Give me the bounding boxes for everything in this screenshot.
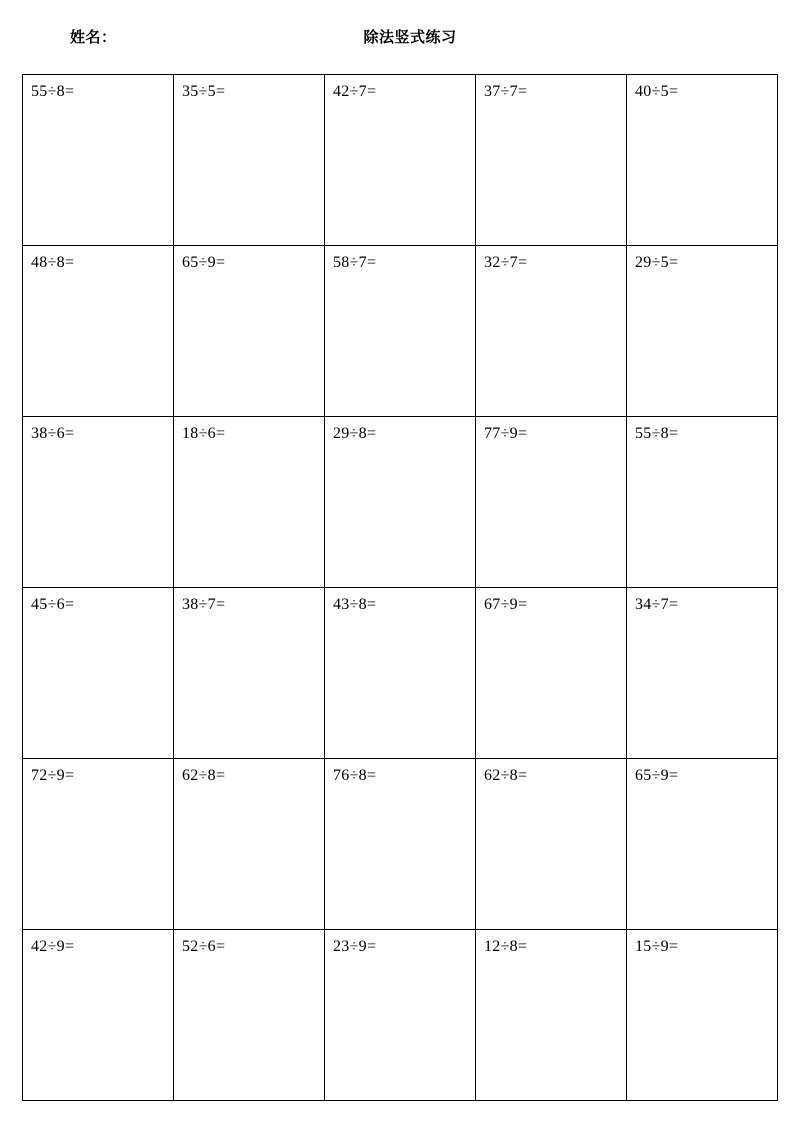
problem-cell: 42÷7= — [325, 75, 476, 108]
problem-cell: 29÷5= — [627, 246, 778, 279]
problem-cell: 76÷8= — [325, 759, 476, 792]
problem-cell: 65÷9= — [174, 246, 325, 279]
work-area[interactable] — [325, 450, 476, 588]
problem-cell: 38÷7= — [174, 588, 325, 621]
problem-cell: 40÷5= — [627, 75, 778, 108]
problem-cell: 48÷8= — [23, 246, 174, 279]
problem-cell: 67÷9= — [476, 588, 627, 621]
work-area[interactable] — [476, 963, 627, 1101]
work-area[interactable] — [174, 450, 325, 588]
problem-cell: 15÷9= — [627, 930, 778, 963]
work-area[interactable] — [23, 279, 174, 417]
table-row — [23, 759, 778, 792]
table-row — [23, 930, 778, 963]
work-area[interactable] — [23, 963, 174, 1101]
problem-cell: 18÷6= — [174, 417, 325, 450]
work-area[interactable] — [627, 792, 778, 930]
work-area[interactable] — [325, 279, 476, 417]
problem-cell: 55÷8= — [23, 75, 174, 108]
work-area[interactable] — [627, 450, 778, 588]
work-area[interactable] — [174, 279, 325, 417]
problems-table — [22, 74, 778, 1101]
work-area[interactable] — [627, 108, 778, 246]
work-area[interactable] — [174, 621, 325, 759]
problem-cell: 55÷8= — [627, 417, 778, 450]
work-area[interactable] — [476, 279, 627, 417]
work-area[interactable] — [627, 621, 778, 759]
problem-cell: 62÷8= — [476, 759, 627, 792]
work-area[interactable] — [325, 108, 476, 246]
table-row — [23, 246, 778, 279]
name-label: 姓名： — [70, 28, 117, 46]
table-row — [23, 588, 778, 621]
work-row — [23, 963, 778, 1101]
problem-cell: 23÷9= — [325, 930, 476, 963]
problem-cell: 45÷6= — [23, 588, 174, 621]
work-area[interactable] — [174, 108, 325, 246]
work-area[interactable] — [476, 450, 627, 588]
problem-cell: 77÷9= — [476, 417, 627, 450]
work-area[interactable] — [23, 108, 174, 246]
work-area[interactable] — [23, 792, 174, 930]
problem-cell: 32÷7= — [476, 246, 627, 279]
work-area[interactable] — [174, 963, 325, 1101]
problem-cell: 72÷9= — [23, 759, 174, 792]
problem-cell: 52÷6= — [174, 930, 325, 963]
problem-cell: 35÷5= — [174, 75, 325, 108]
problem-cell: 43÷8= — [325, 588, 476, 621]
work-row — [23, 450, 778, 588]
table-row — [23, 417, 778, 450]
problem-cell: 29÷8= — [325, 417, 476, 450]
page-header — [24, 26, 776, 52]
work-area[interactable] — [476, 108, 627, 246]
work-row — [23, 108, 778, 246]
work-area[interactable] — [174, 792, 325, 930]
work-area[interactable] — [627, 279, 778, 417]
work-area[interactable] — [23, 621, 174, 759]
problem-cell: 42÷9= — [23, 930, 174, 963]
problem-cell: 37÷7= — [476, 75, 627, 108]
work-area[interactable] — [627, 963, 778, 1101]
work-area[interactable] — [23, 450, 174, 588]
problem-cell: 65÷9= — [627, 759, 778, 792]
work-row — [23, 621, 778, 759]
work-area[interactable] — [325, 621, 476, 759]
problem-cell: 34÷7= — [627, 588, 778, 621]
table-row — [23, 75, 778, 108]
work-row — [23, 792, 778, 930]
work-row — [23, 279, 778, 417]
work-area[interactable] — [325, 963, 476, 1101]
work-area[interactable] — [476, 621, 627, 759]
work-area[interactable] — [476, 792, 627, 930]
problem-cell: 38÷6= — [23, 417, 174, 450]
problem-cell: 62÷8= — [174, 759, 325, 792]
problem-cell: 58÷7= — [325, 246, 476, 279]
work-area[interactable] — [325, 792, 476, 930]
problem-cell: 12÷8= — [476, 930, 627, 963]
page-title: 除法竖式练习 — [363, 28, 457, 46]
